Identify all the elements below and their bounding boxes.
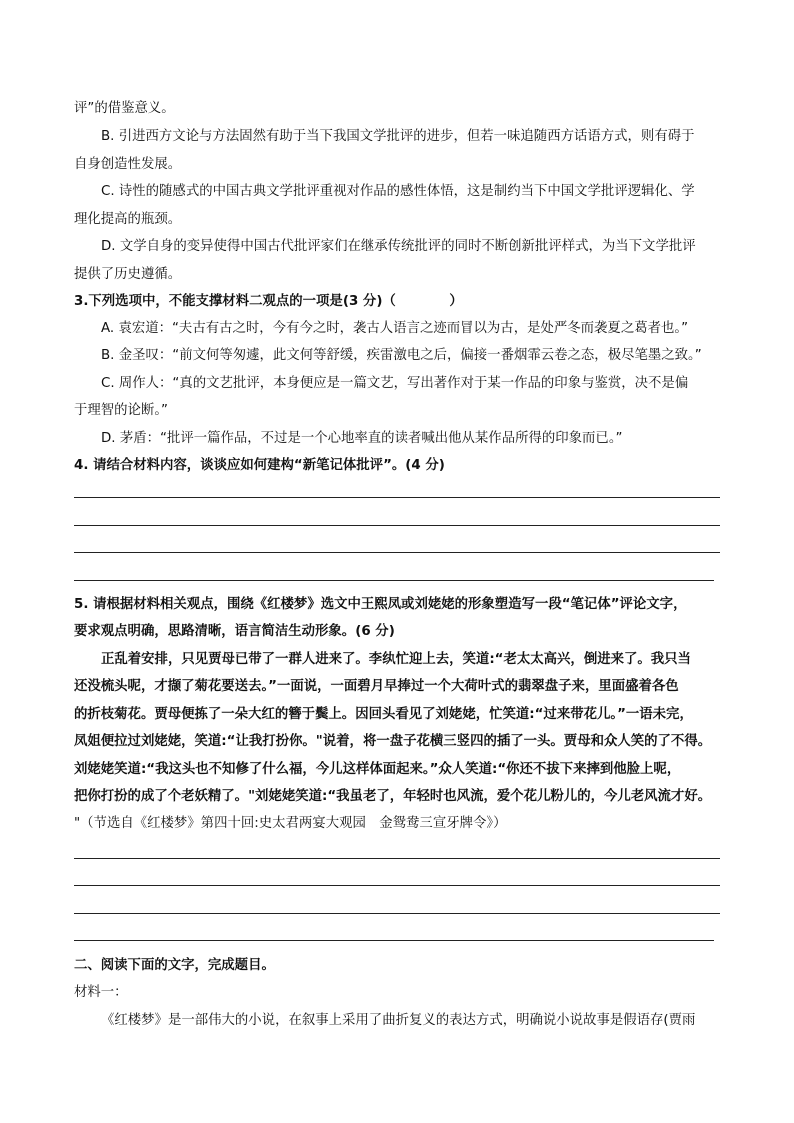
answer-line[interactable] [74, 580, 714, 581]
q3-option-d: D. 茅盾：“批评一篇作品，不过是一个心地率直的读者喊出他从某作品所得的印象而已。” [101, 431, 623, 446]
answer-line[interactable] [74, 940, 714, 941]
option-c: C. 诗性的随感式的中国古典文学批评重视对作品的感性体悟，这是制约当下中国文学批评逻辑化、学 [101, 184, 695, 199]
passage-source: "（节选自《红楼梦》第四十回:史太君两宴大观园 金鸳鸯三宣牙牌令》） [74, 816, 507, 831]
question-4: 4. 请结合材料内容，谈谈应如何建构“新笔记体批评”。(4 分) [74, 458, 445, 473]
answer-line[interactable] [74, 885, 720, 886]
option-b: B. 引进西方文论与方法固然有助于当下我国文学批评的进步，但若一味追随西方话语方式，则有碍于 [101, 129, 695, 144]
passage-line: 凤姐便拉过刘姥姥，笑道:“让我打扮你。"说着，将一盘子花横三竖四的插了一头。贾母和众人笑的了不得。 [74, 734, 712, 749]
passage-line: 把你打扮的成了个老妖精了。"刘姥姥笑道:“我虽老了，年轻时也风流，爱个花儿粉儿的，今儿老风流才好。 [74, 789, 712, 804]
text-line: 于理智的论断。” [74, 403, 168, 418]
q3-option-a: A. 袁宏道：“夫古有古之时，今有今之时，袭古人语言之迹而冒以为古，是处严冬而袭夏之葛者也。” [101, 321, 689, 336]
passage-line: 正乱着安排，只见贾母已带了一群人进来了。李纨忙迎上去，笑道:“老太太高兴，倒进来了。我只当 [101, 652, 691, 667]
section-heading: 二、阅读下面的文字，完成题目。 [74, 958, 275, 973]
answer-line[interactable] [74, 552, 720, 553]
text-line: 评”的借鉴意义。 [74, 101, 175, 116]
option-d: D. 文学自身的变异使得中国古代批评家们在继承传统批评的同时不断创新批评样式，为当下文学批评 [101, 239, 696, 254]
q3-option-b: B. 金圣叹：“前文何等匆遽，此文何等舒缓，疾雷激电之后，偏接一番烟霏云卷之态，极尽笔墨之致。” [101, 348, 702, 363]
answer-line[interactable] [74, 858, 720, 859]
answer-line[interactable] [74, 525, 720, 526]
q3-option-c: C. 周作人：“真的文艺批评，本身便应是一篇文艺，写出著作对于某一作品的印象与鉴赏，决不是偏 [101, 376, 689, 391]
text-line: 理化提高的瓶颈。 [74, 212, 182, 227]
answer-line[interactable] [74, 913, 720, 914]
passage-line: 《红楼梦》是一部伟大的小说，在叙事上采用了曲折复义的表达方式，明确说小说故事是假语存(贾雨 [101, 1013, 696, 1028]
passage-line: 还没梳头呢，才撷了菊花要送去。”一面说，一面碧月早捧过一个大荷叶式的翡翠盘子来，里面盛着各色 [74, 679, 679, 694]
text-line: 提供了历史遵循。 [74, 267, 182, 282]
question-5: 5. 请根据材料相关观点，围绕《红楼梦》选文中王熙凤或刘姥姥的形象塑造写一段“笔记体”评论文字， [74, 597, 687, 612]
text-line: 要求观点明确，思路清晰，语言简洁生动形象。(6 分) [74, 624, 395, 639]
text-line: 自身创造性发展。 [74, 157, 182, 172]
passage-line: 刘姥姥笑道:“我这头也不知修了什么福，今儿这样体面起来。”众人笑道:“你还不拔下来摔到他脸上呢， [74, 762, 681, 777]
answer-line[interactable] [74, 497, 720, 498]
passage-line: 的折枝菊花。贾母便拣了一朵大红的簪于鬓上。因回头看见了刘姥姥，忙笑道:“过来带花儿。”一语未完， [74, 707, 693, 722]
material-label: 材料一： [74, 985, 128, 1000]
question-3: 3.下列选项中，不能支撑材料二观点的一项是(3 分)（ ） [74, 294, 463, 309]
